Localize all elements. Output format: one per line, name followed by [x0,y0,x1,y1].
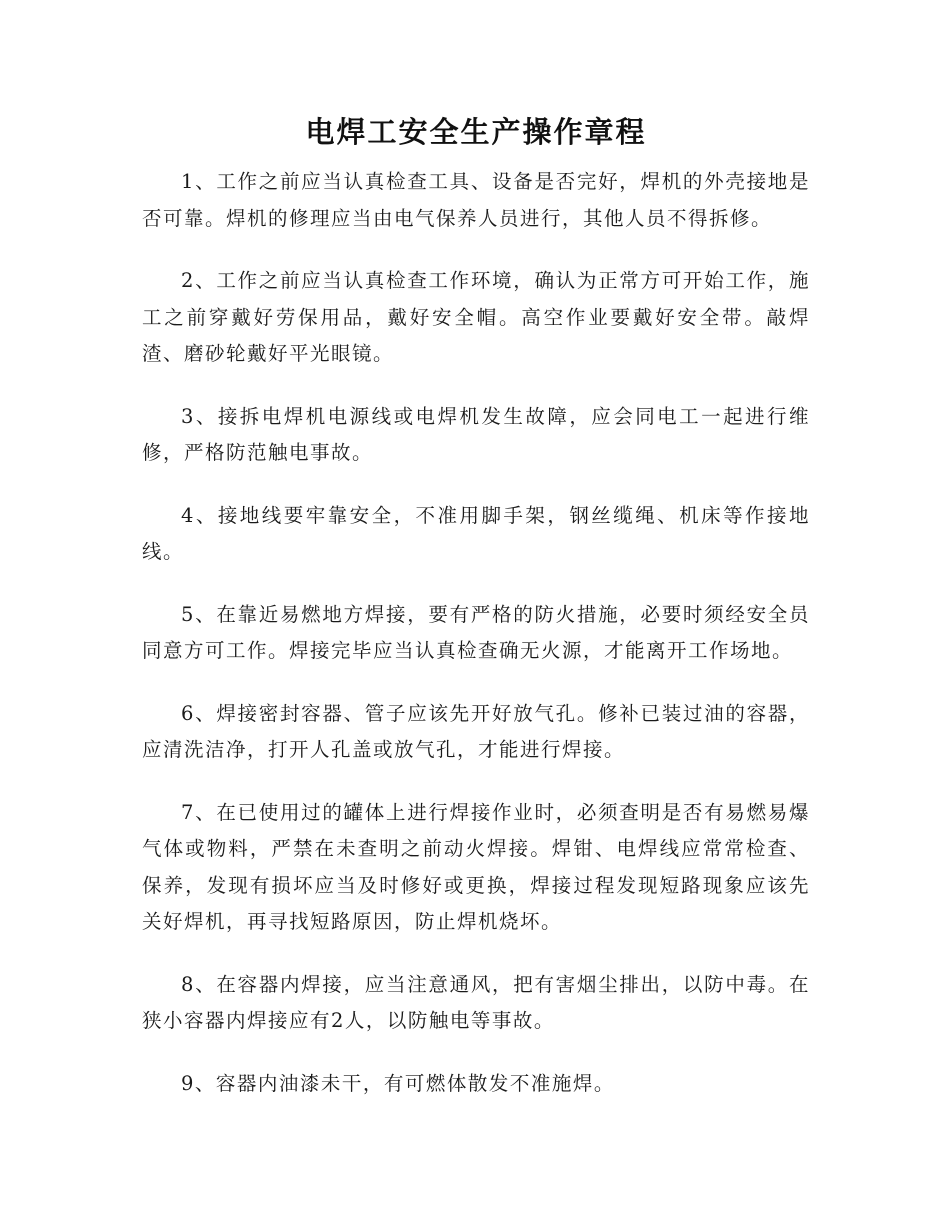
clause-1: 1、工作之前应当认真检查工具、设备是否完好，焊机的外壳接地是否可靠。焊机的修理应当由电气保养人员进行，其他人员不得拆修。 [142,170,810,230]
document-title: 电焊工安全生产操作章程 [305,115,647,149]
clause-7: 7、在已使用过的罐体上进行焊接作业时，必须查明是否有易燃易爆气体或物料，严禁在未查明之前动火焊接。焊钳、电焊线应常常检查、保养，发现有损坏应当及时修好或更换，焊接过程发现短路现象应该先关好焊机，再寻找短路原因，防止焊机烧坏。 [142,800,810,933]
clause-3: 3、接拆电焊机电源线或电焊机发生故障，应会同电工一起进行维修，严格防范触电事故。 [142,404,810,464]
clause-2: 2、工作之前应当认真检查工作环境，确认为正常方可开始工作，施工之前穿戴好劳保用品，戴好安全帽。高空作业要戴好安全带。敲焊渣、磨砂轮戴好平光眼镜。 [142,269,810,365]
clause-8: 8、在容器内焊接，应当注意通风，把有害烟尘排出，以防中毒。在狭小容器内焊接应有2人，以防触电等事故。 [142,972,810,1032]
clause-9: 9、容器内油漆未干，有可燃体散发不准施焊。 [181,1071,615,1095]
clause-4: 4、接地线要牢靠安全，不准用脚手架，钢丝缆绳、机床等作接地线。 [142,503,810,563]
clause-5: 5、在靠近易燃地方焊接，要有严格的防火措施，必要时须经安全员同意方可工作。焊接完毕应当认真检查确无火源，才能离开工作场地。 [142,602,810,662]
clause-6: 6、焊接密封容器、管子应该先开好放气孔。修补已装过油的容器，应清洗洁净，打开人孔盖或放气孔，才能进行焊接。 [142,701,810,761]
